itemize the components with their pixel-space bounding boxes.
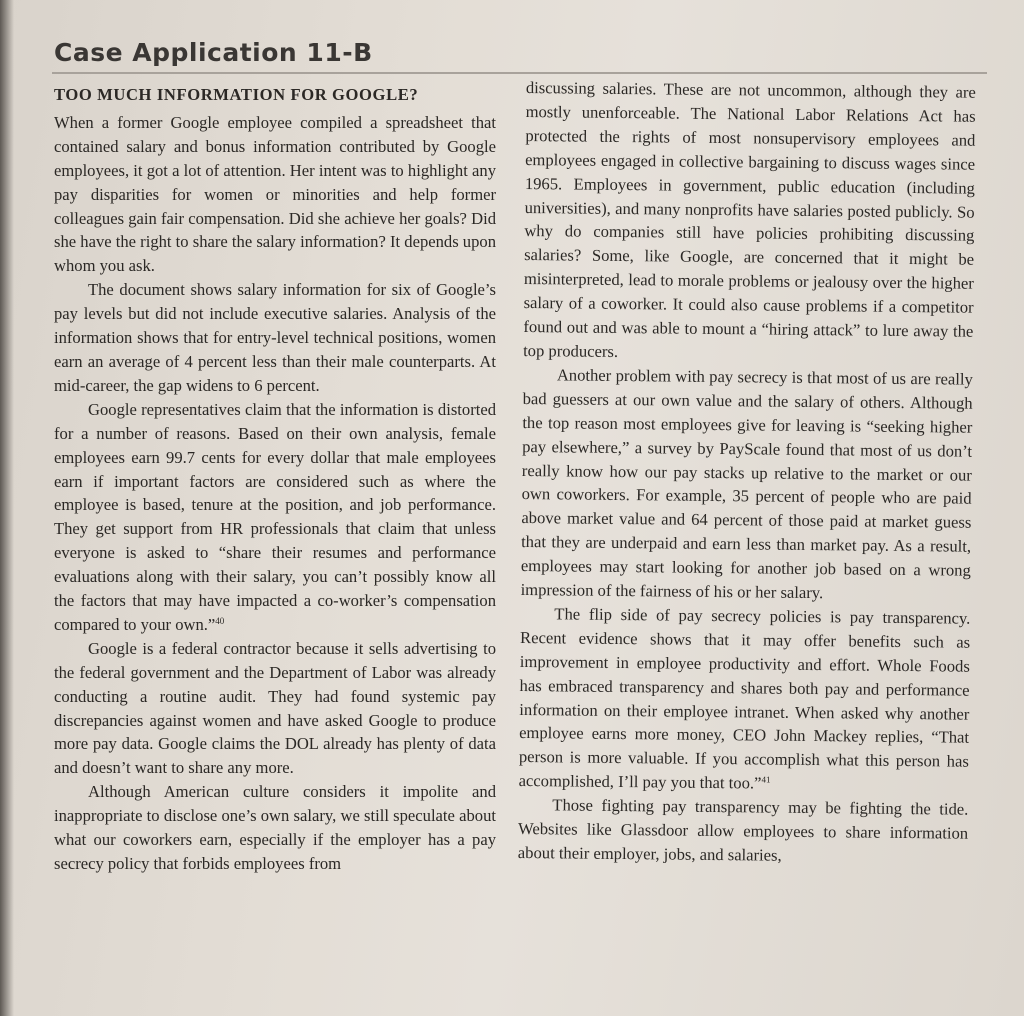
paragraph-7: Another problem with pay secrecy is that most of us are really bad guessers at our own value and the salary of others. Although the top reason most employees give for leaving is “seeking higher pay elsewhere,” a survey by PayScale found that most of us don’t really know how our pay stacks up relative to the market or our own coworkers. For example, 35 percent of people who are paid above market value and 64 percent of those paid at market guess that they are underpaid and earn less than market pay. As a result, employees may start looking for another job based on a wrong impression of the fairness of his or her salary. xyxy=(520,365,973,603)
paragraph-8 xyxy=(518,602,970,798)
paragraph-6: discussing salaries. These are not uncommon, although they are mostly unenforceable. The National Labor Relations Act has protected the rights of most nonsupervisory employees and employees engaged in collective bargaining to discuss wages since 1965. Employees in government, public education (including universities), and many nonprofits have salaries posted publicly. So why do companies still have policies prohibiting discussing salaries? Some, like Google, are concerned that it might be misinterpreted, lead to morale problems or jealousy over the higher salary of a coworker. It could also cause problems if a competitor found out and was able to mount a “hiring attack” to lure away the top producers. xyxy=(523,77,976,361)
paragraph-5: Although American culture considers it impolite and inappropriate to disclose one’s own salary, we still speculate about what our coworkers earn, especially if the employer has a pay secrecy policy that forbids employees from xyxy=(54,782,496,873)
paragraph-8-text: The flip side of pay secrecy policies is pay transparency. Recent evidence shows that it may offer benefits such as improvement in employee productivity and effort. Whole Foods has embraced transparency and shares both pay and performance information on their employee intranet. When asked why another employee earns more money, CEO John Mackey replies, “That person is more valuable. If you accomplish what this person has accomplished, I’ll pay you that too.” xyxy=(518,604,971,793)
paragraph-1: When a former Google employee compiled a spreadsheet that contained salary and bonus information contributed by Google employees, it got a lot of attention. Her intent was to highlight any pay disparities for women or minorities and help former colleagues gain fair compensation. Did she achieve her goals? Did she have the right to share the salary information? It depends upon whom you ask. xyxy=(54,112,496,276)
paragraph-2: The document shows salary information for six of Google’s pay levels but did not include executive salaries. Analysis of the information shows that for entry-level technical positions, women earn an average of 4 percent less than their male counterparts. At mid-career, the gap widens to 6 percent. xyxy=(54,280,496,395)
paragraph-3 xyxy=(54,398,496,637)
case-title: Case Application 11-B xyxy=(54,38,373,67)
heading-rule xyxy=(52,72,987,74)
paragraph-9: Those fighting pay transparency may be fighting the tide. Websites like Glassdoor allow employees to share information about their employer, jobs, and salaries, xyxy=(517,795,969,865)
footnote-ref-40: 40 xyxy=(215,615,225,626)
page-edge-shadow xyxy=(0,0,14,1016)
right-column xyxy=(518,76,976,870)
footnote-ref-41: 41 xyxy=(761,774,771,785)
paragraph-4: Google is a federal contractor because it sells advertising to the federal government and the Department of Labor was already conducting a routine audit. They had found systemic pay discrepancies against women and have asked Google to produce more pay data. Google claims the DOL already has plenty of data and doesn’t want to share any more. xyxy=(54,638,496,778)
article-subtitle: TOO MUCH INFORMATION FOR GOOGLE? xyxy=(54,85,419,104)
paragraph-3-text: Google representatives claim that the information is distorted for a number of reasons. Based on their own analysis, female employees earn 99.7 cents for every dollar that male employees earn if important factors are considered such as where the employee is based, tenure at the position, and job performance. They get support from HR professionals that claim that unless everyone is asked to “share their resumes and performance evaluations along with their salary, you can’t possibly know all the factors that may have impacted a co-worker’s compensation compared to your own.” xyxy=(54,399,496,634)
left-column xyxy=(54,83,496,876)
